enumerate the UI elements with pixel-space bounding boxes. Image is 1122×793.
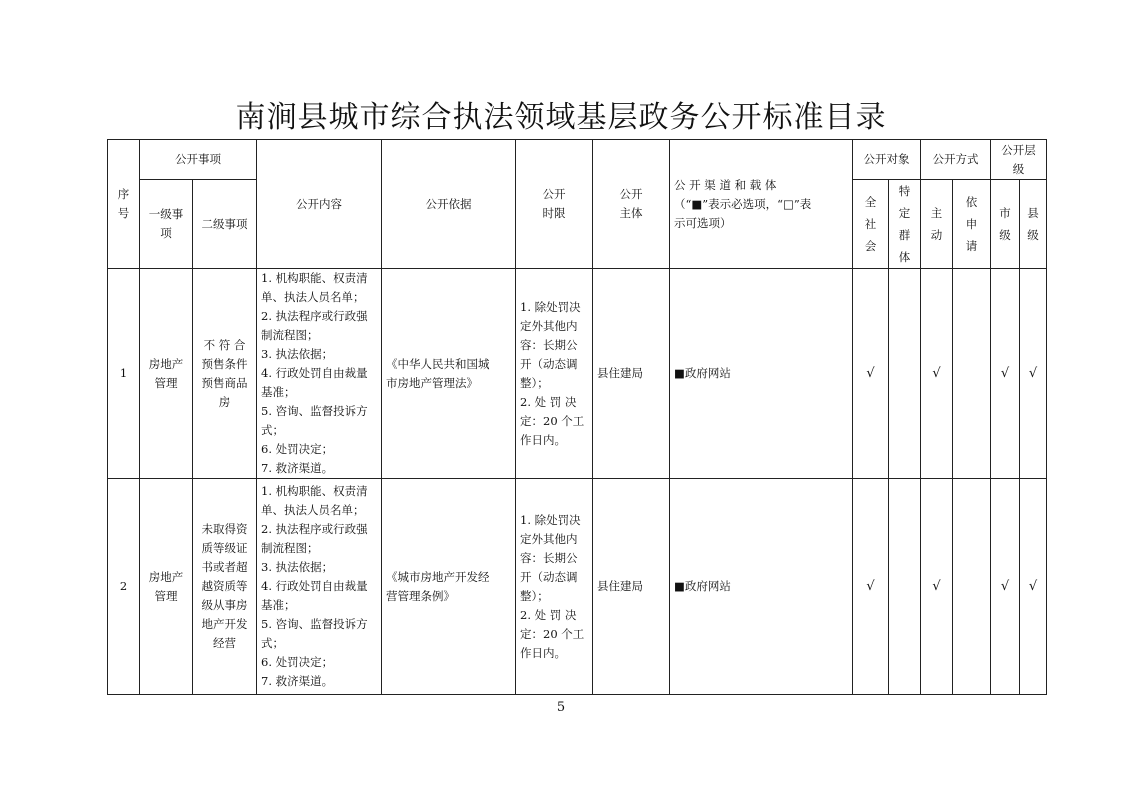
row-index: 1 [108,269,140,479]
row-audience-specific [889,479,921,695]
header-method-request: 依 申 请 [953,180,991,269]
row-time-limit: 1. 除处罚决 定外其他内 容：长期公 开（动态调 整）； 2. 处 罚 决 定：20 个工 作日内。 [516,479,593,695]
row-subject: 县住建局 [593,269,670,479]
header-method: 公开方式 [921,140,991,180]
header-time-limit: 公开 时限 [516,140,593,269]
row-subject: 县住建局 [593,479,670,695]
row-level2: 不 符 合 预售条件 预售商品 房 [193,269,257,479]
document-title: 南涧县城市综合执法领域基层政务公开标准目录 [235,100,887,135]
header-audience-all: 全 社 会 [853,180,889,269]
row-level-city: √ [991,269,1020,479]
header-basis: 公开依据 [382,140,516,269]
row-audience-specific [889,269,921,479]
header-audience-specific: 特 定 群 体 [889,180,921,269]
header-public-items: 公开事项 [140,140,257,180]
row-method-active: √ [921,479,953,695]
header-method-active: 主 动 [921,180,953,269]
row-audience-all: √ [853,479,889,695]
row-channel: ■政府网站 [670,269,853,479]
table-row [108,479,1047,695]
table-header-row [108,140,1047,180]
row-content: 1. 机构职能、权责清 单、执法人员名单； 2. 执法程序或行政强 制流程图； 3. 执法依据； 4. 行政处罚自由裁量 基准； 5. 咨询、监督投诉方 式； 6. 处罚决定； 7. 救济渠道。 [257,269,382,479]
header-level2: 二级事项 [193,180,257,269]
row-content: 1. 机构职能、权责清 单、执法人员名单； 2. 执法程序或行政强 制流程图； 3. 执法依据； 4. 行政处罚自由裁量 基准； 5. 咨询、监督投诉方 式； 6. 处罚决定； 7. 救济渠道。 [257,479,382,695]
page-number: 5 [556,700,566,715]
row-audience-all: √ [853,269,889,479]
header-level-county: 县 级 [1020,180,1047,269]
row-level1: 房地产 管理 [140,479,193,695]
row-level-county: √ [1020,269,1047,479]
disclosure-catalog-table [107,139,1047,695]
header-index: 序 号 [108,140,140,269]
row-basis: 《中华人民共和国城 市房地产管理法》 [382,269,516,479]
header-audience: 公开对象 [853,140,921,180]
row-method-request [953,269,991,479]
row-channel: ■政府网站 [670,479,853,695]
header-subject: 公开 主体 [593,140,670,269]
row-index: 2 [108,479,140,695]
row-basis: 《城市房地产开发经 营管理条例》 [382,479,516,695]
header-level-city: 市 级 [991,180,1020,269]
row-level2: 未取得资 质等级证 书或者超 越资质等 级从事房 地产开发 经营 [193,479,257,695]
row-level1: 房地产 管理 [140,269,193,479]
row-level-county: √ [1020,479,1047,695]
row-method-active: √ [921,269,953,479]
header-level: 公开层 级 [991,140,1047,180]
table-row [108,269,1047,479]
header-level1: 一级事 项 [140,180,193,269]
row-method-request [953,479,991,695]
header-content: 公开内容 [257,140,382,269]
row-time-limit: 1. 除处罚决 定外其他内 容：长期公 开（动态调 整）； 2. 处 罚 决 定：20 个工 作日内。 [516,269,593,479]
header-channel: 公 开 渠 道 和 载 体 （“■”表示必选项，“□”表 示可选项） [670,140,853,269]
row-level-city: √ [991,479,1020,695]
